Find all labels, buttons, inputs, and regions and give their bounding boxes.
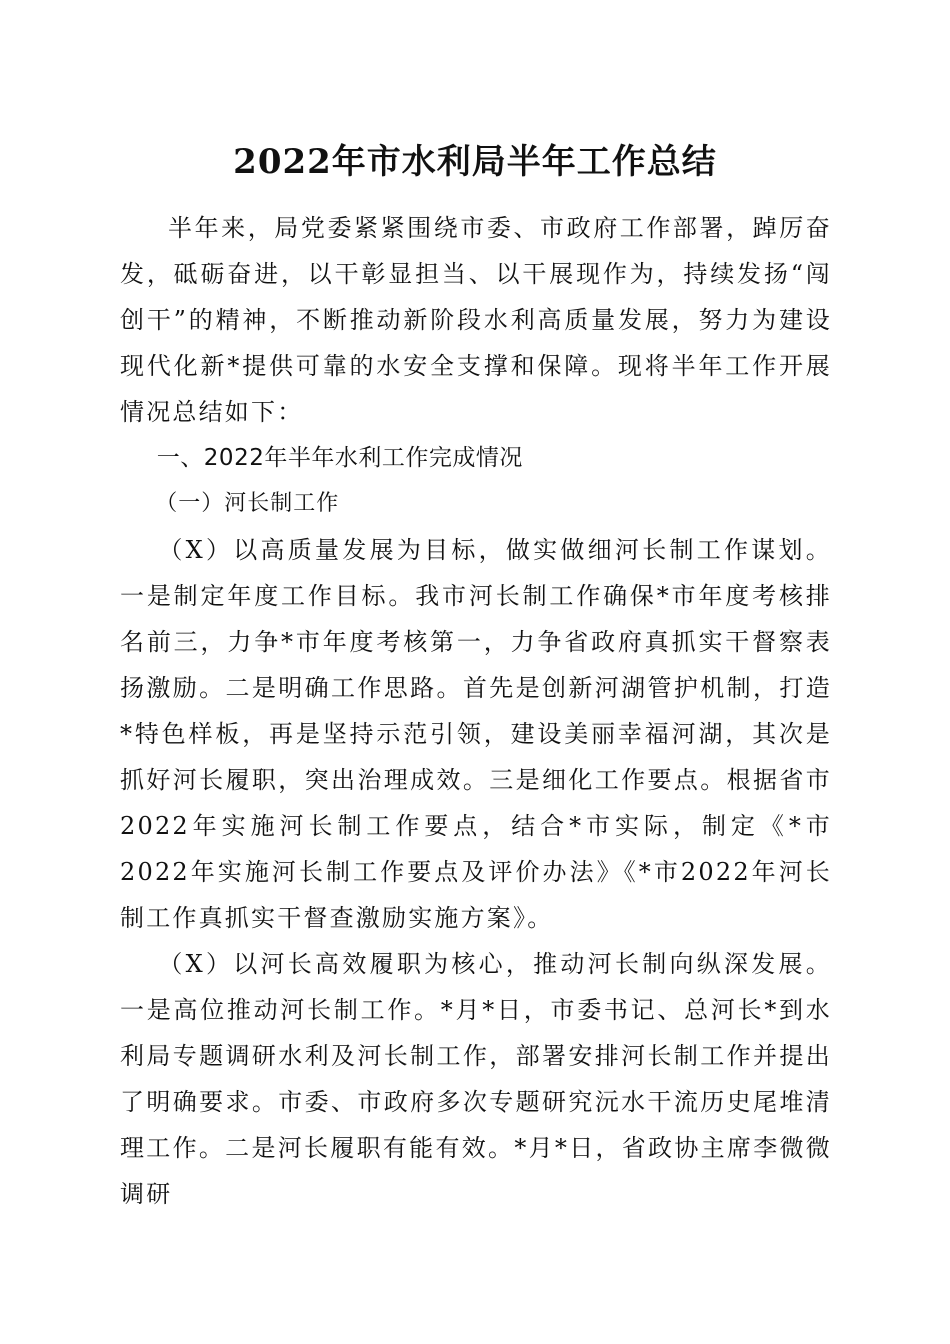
body-paragraph: （X）以河长高效履职为核心，推动河长制向纵深发展。一是高位推动河长制工作。*月*日，市委书记、总河长*到水利局专题调研水利及河长制工作，部署安排河长制工作并提出了明确要求。市委、市政府多次专题研究沅水干流历史尾堆清理工作。二是河长履职有能有效。*月*日，省政协主席李微微调研 xyxy=(120,950,832,1208)
document-body xyxy=(120,205,832,1217)
subsection-heading: （一）河长制工作 xyxy=(155,491,340,516)
document-title: 2022年市水利局半年工作总结 xyxy=(233,142,717,182)
body-paragraph: （X）以高质量发展为目标，做实做细河长制工作谋划。一是制定年度工作目标。我市河长制工作确保*市年度考核排名前三，力争*市年度考核第一，力争省政府真抓实干督察表扬激励。二是明确工作思路。首先是创新河湖管护机制，打造*特色样板，再是坚持示范引领，建设美丽幸福河湖，其次是抓好河长履职，突出治理成效。三是细化工作要点。根据省市2022年实施河长制工作要点，结合*市实际，制定《*市2022年实施河长制工作要点及评价办法》《*市2022年河长制工作真抓实干督查激励实施方案》。 xyxy=(120,536,832,932)
section-heading: 一、2022年半年水利工作完成情况 xyxy=(156,445,523,471)
intro-paragraph: 半年来，局党委紧紧围绕市委、市政府工作部署，踔厉奋发，砥砺奋进，以干彰显担当、以干展现作为，持续发扬“闯创干”的精神，不断推动新阶段水利高质量发展，努力为建设现代化新*提供可靠的水安全支撑和保障。现将半年工作开展情况总结如下： xyxy=(120,214,832,426)
